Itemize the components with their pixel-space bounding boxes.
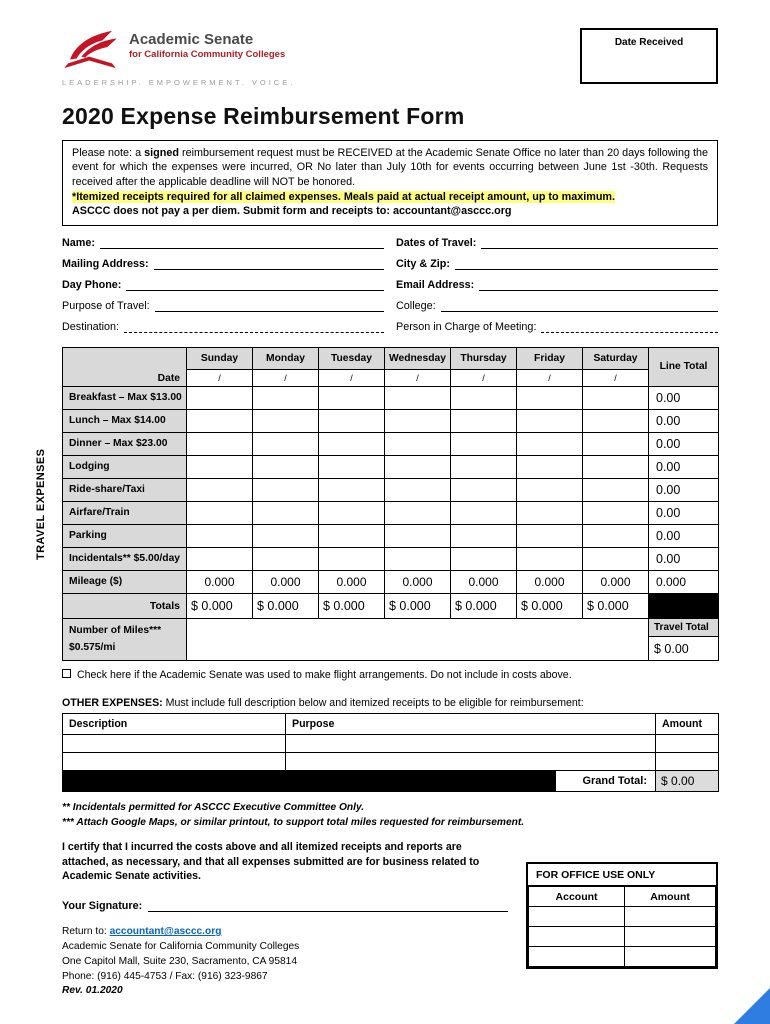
day-header-saturday: Saturday <box>583 347 649 369</box>
logo-subtitle: for California Community Colleges <box>129 48 286 60</box>
flight-arrangements-label: Check here if the Academic Senate was used to make flight arrangements. Do not include in costs above. <box>77 668 572 681</box>
grand-total-row <box>63 770 719 791</box>
expense-amount-cell[interactable] <box>583 455 649 478</box>
line-total-value: 0.00 <box>649 455 719 478</box>
line-total-value: 0.00 <box>649 547 719 570</box>
college-label: College: <box>396 299 436 312</box>
expense-amount-cell[interactable] <box>583 501 649 524</box>
expense-amount-cell[interactable] <box>451 432 517 455</box>
expense-amount-cell[interactable] <box>517 524 583 547</box>
amount-cell[interactable] <box>625 907 716 927</box>
city-zip-field[interactable] <box>455 257 718 270</box>
expense-amount-cell[interactable] <box>517 409 583 432</box>
expense-amount-cell[interactable] <box>319 524 385 547</box>
line-total-value: 0.00 <box>649 432 719 455</box>
other-expenses-header-row <box>63 713 719 734</box>
name-label: Name: <box>62 236 96 249</box>
field-row <box>62 278 718 291</box>
expense-amount-cell[interactable] <box>253 409 319 432</box>
amount-cell[interactable] <box>656 752 719 770</box>
line-total-header: Line Total <box>649 347 719 386</box>
expense-amount-cell[interactable] <box>385 455 451 478</box>
expense-amount-cell[interactable] <box>583 409 649 432</box>
day-total-value: $ 0.000 <box>517 593 583 618</box>
date-cell[interactable]: / <box>187 369 253 386</box>
expense-amount-cell[interactable] <box>187 547 253 570</box>
day-phone-field[interactable] <box>126 278 384 291</box>
dates-of-travel-label: Dates of Travel: <box>396 236 477 249</box>
expense-amount-cell[interactable] <box>517 547 583 570</box>
expense-amount-cell[interactable] <box>253 547 319 570</box>
expense-amount-cell[interactable] <box>451 524 517 547</box>
mileage-cell[interactable]: 0.000 <box>385 570 451 593</box>
expense-row-label: Lunch – Max $14.00 <box>63 409 187 432</box>
expense-row-dinner <box>63 432 719 455</box>
travel-total-label: Travel Total <box>649 619 718 637</box>
expense-row-parking <box>63 524 719 547</box>
expense-amount-cell[interactable] <box>253 501 319 524</box>
date-cell[interactable]: / <box>583 369 649 386</box>
expense-amount-cell[interactable] <box>517 478 583 501</box>
line-total-value: 0.00 <box>649 478 719 501</box>
day-header-friday: Friday <box>517 347 583 369</box>
description-header: Description <box>63 713 286 734</box>
expense-amount-cell[interactable] <box>451 409 517 432</box>
instructions-paragraph: Please note: a signed reimbursement request must be RECEIVED at the Academic Senate Office no later than 20 days following the event for which the expenses were incurred, OR No later than July 10th for events occurring between June 1st -30th. Requests received after the applicable deadline will NOT be honored. <box>72 147 709 188</box>
footer-phone: Phone: (916) 445-4753 / Fax: (916) 323-9867 <box>62 970 268 982</box>
field-row <box>62 299 718 312</box>
logo-tagline: LEADERSHIP. EMPOWERMENT. VOICE. <box>62 78 296 87</box>
signature-label: Your Signature: <box>62 900 143 913</box>
expense-amount-cell[interactable] <box>517 386 583 409</box>
college-field[interactable] <box>441 299 718 312</box>
line-total-value: 0.00 <box>649 501 719 524</box>
expense-row-lodging <box>63 455 719 478</box>
expense-amount-cell[interactable] <box>253 386 319 409</box>
logo-title: Academic Senate <box>129 31 254 48</box>
amount-cell[interactable] <box>625 947 716 967</box>
mileage-row-label: Mileage ($) <box>63 570 187 593</box>
office-use-table <box>528 886 716 967</box>
date-received-label: Date Received <box>614 37 684 48</box>
account-cell[interactable] <box>529 947 625 967</box>
traveler-info-fields <box>62 236 718 333</box>
instructions-box <box>62 140 718 226</box>
mileage-cell[interactable]: 0.000 <box>451 570 517 593</box>
expense-amount-cell[interactable] <box>451 386 517 409</box>
footnote-mileage: *** Attach Google Maps, or similar printout, to support total miles requested for reimbursement. <box>62 816 525 828</box>
mileage-line-total: 0.000 <box>649 570 719 593</box>
form-title: 2020 Expense Reimbursement Form <box>62 103 465 129</box>
expense-amount-cell[interactable] <box>385 478 451 501</box>
expense-amount-cell[interactable] <box>319 478 385 501</box>
accountant-email-link[interactable]: accountant@asccc.org <box>109 926 222 938</box>
flight-arrangements-checkbox[interactable] <box>62 669 71 678</box>
expense-amount-cell[interactable] <box>451 547 517 570</box>
expense-row-rideshare <box>63 478 719 501</box>
purpose-cell[interactable] <box>286 752 656 770</box>
grand-total-value: $ 0.00 <box>656 770 719 791</box>
expense-amount-cell[interactable] <box>187 432 253 455</box>
mileage-cell[interactable]: 0.000 <box>319 570 385 593</box>
expense-row-label: Breakfast – Max $13.00 <box>63 386 187 409</box>
other-expenses-heading: OTHER EXPENSES: Must include full description below and itemized receipts to be eligible for reimbursement: <box>62 696 584 709</box>
travel-expenses-side-label: TRAVEL EXPENSES <box>35 448 47 560</box>
page-header <box>62 28 718 87</box>
signature-row <box>62 899 508 912</box>
account-cell[interactable] <box>529 927 625 947</box>
expense-row-label: Lodging <box>63 455 187 478</box>
expense-amount-cell[interactable] <box>187 501 253 524</box>
line-total-value: 0.00 <box>649 409 719 432</box>
destination-label: Destination: <box>62 320 120 333</box>
date-received-box[interactable] <box>580 28 718 84</box>
blocked-total-cell <box>649 593 719 618</box>
expense-amount-cell[interactable] <box>385 386 451 409</box>
day-total-value: $ 0.000 <box>385 593 451 618</box>
miles-row <box>63 618 719 660</box>
day-total-value: $ 0.000 <box>451 593 517 618</box>
other-expenses-table <box>62 713 719 792</box>
date-cell[interactable]: / <box>517 369 583 386</box>
day-header-thursday: Thursday <box>451 347 517 369</box>
expense-amount-cell[interactable] <box>517 501 583 524</box>
day-total-value: $ 0.000 <box>583 593 649 618</box>
email-address-label: Email Address: <box>396 278 475 291</box>
date-row-label: Date <box>63 347 187 386</box>
instructions-bold-line: ASCCC does not pay a per diem. Submit form and receipts to: accountant@asccc.org <box>72 205 512 218</box>
date-cell[interactable]: / <box>319 369 385 386</box>
expense-row-incidentals <box>63 547 719 570</box>
line-total-value: 0.00 <box>649 386 719 409</box>
expense-amount-cell[interactable] <box>187 386 253 409</box>
mileage-row <box>63 570 719 593</box>
amount-cell[interactable] <box>625 927 716 947</box>
expense-amount-cell[interactable] <box>385 547 451 570</box>
office-use-box <box>526 862 718 969</box>
expense-amount-cell[interactable] <box>583 478 649 501</box>
asccc-logo-icon <box>62 28 120 70</box>
mileage-cell[interactable]: 0.000 <box>583 570 649 593</box>
expense-amount-cell[interactable] <box>319 501 385 524</box>
field-row <box>62 236 718 249</box>
grand-total-label: Grand Total: <box>556 770 656 791</box>
account-cell[interactable] <box>529 907 625 927</box>
travel-total-value: $ 0.00 <box>654 641 689 656</box>
date-cell[interactable]: / <box>385 369 451 386</box>
expense-amount-cell[interactable] <box>451 501 517 524</box>
expense-amount-cell[interactable] <box>583 547 649 570</box>
revision-label: Rev. 01.2020 <box>62 985 123 997</box>
expense-amount-cell[interactable] <box>253 478 319 501</box>
expense-row-label: Parking <box>63 524 187 547</box>
expense-amount-cell[interactable] <box>253 455 319 478</box>
travel-expenses-section <box>35 347 718 661</box>
amount-header: Amount <box>625 887 716 907</box>
expense-row-label: Incidentals** $5.00/day <box>63 547 187 570</box>
travel-expenses-table <box>62 347 719 661</box>
blocked-cell <box>63 770 556 791</box>
certification-statement: I certify that I incurred the costs above and all itemized receipts and reports are attached, as necessary, and that all expenses submitted are for business related to Academic Senate activities. <box>62 841 480 882</box>
miles-input-cell[interactable] <box>187 618 649 660</box>
person-in-charge-label: Person in Charge of Meeting: <box>396 320 537 333</box>
expense-amount-cell[interactable] <box>583 524 649 547</box>
mileage-cell[interactable]: 0.000 <box>253 570 319 593</box>
expense-amount-cell[interactable] <box>319 409 385 432</box>
amount-cell[interactable] <box>656 734 719 752</box>
footer-address: One Capitol Mall, Suite 230, Sacramento, CA 95814 <box>62 955 298 967</box>
expense-amount-cell[interactable] <box>583 386 649 409</box>
totals-row-label: Totals <box>63 593 187 618</box>
expense-amount-cell[interactable] <box>451 478 517 501</box>
asccc-logo <box>62 28 295 70</box>
expense-amount-cell[interactable] <box>385 409 451 432</box>
totals-row <box>63 593 719 618</box>
amount-header: Amount <box>656 713 719 734</box>
purpose-cell[interactable] <box>286 734 656 752</box>
day-header-sunday: Sunday <box>187 347 253 369</box>
account-header: Account <box>529 887 625 907</box>
expense-row-airfare <box>63 501 719 524</box>
expense-amount-cell[interactable] <box>187 455 253 478</box>
expense-amount-cell[interactable] <box>187 478 253 501</box>
bottom-section <box>62 840 718 999</box>
expense-amount-cell[interactable] <box>385 524 451 547</box>
description-cell[interactable] <box>63 734 286 752</box>
field-row <box>62 320 718 333</box>
mailing-address-field[interactable] <box>154 257 384 270</box>
name-field[interactable] <box>100 236 384 249</box>
expense-amount-cell[interactable] <box>319 386 385 409</box>
day-phone-label: Day Phone: <box>62 278 122 291</box>
expense-amount-cell[interactable] <box>187 524 253 547</box>
office-use-title: FOR OFFICE USE ONLY <box>528 864 716 886</box>
expense-amount-cell[interactable] <box>583 432 649 455</box>
expense-amount-cell[interactable] <box>187 409 253 432</box>
expense-amount-cell[interactable] <box>319 547 385 570</box>
return-to-line: Return to: accountant@asccc.org <box>62 926 222 938</box>
person-in-charge-field[interactable] <box>541 320 718 333</box>
city-zip-label: City & Zip: <box>396 257 450 270</box>
office-row <box>529 947 716 967</box>
expense-row-label: Dinner – Max $23.00 <box>63 432 187 455</box>
email-address-field[interactable] <box>479 278 718 291</box>
expense-amount-cell[interactable] <box>385 432 451 455</box>
day-total-value: $ 0.000 <box>187 593 253 618</box>
footer-org: Academic Senate for California Community Colleges <box>62 941 300 953</box>
expense-row-label: Ride-share/Taxi <box>63 478 187 501</box>
dates-of-travel-field[interactable] <box>481 236 718 249</box>
expense-row-lunch <box>63 409 719 432</box>
destination-field[interactable] <box>124 320 384 333</box>
table-header-row <box>63 347 719 369</box>
instructions-highlighted-line: *Itemized receipts required for all claimed expenses. Meals paid at actual receipt amount, up to maximum. <box>72 191 616 204</box>
expense-row-label: Airfare/Train <box>63 501 187 524</box>
expense-amount-cell[interactable] <box>253 524 319 547</box>
purpose-of-travel-label: Purpose of Travel: <box>62 299 150 312</box>
page-corner-fold[interactable] <box>734 988 770 1024</box>
expense-row-breakfast <box>63 386 719 409</box>
mailing-address-label: Mailing Address: <box>62 257 149 270</box>
expense-amount-cell[interactable] <box>319 432 385 455</box>
day-header-monday: Monday <box>253 347 319 369</box>
day-total-value: $ 0.000 <box>319 593 385 618</box>
expense-amount-cell[interactable] <box>451 455 517 478</box>
office-header-row <box>529 887 716 907</box>
office-row <box>529 927 716 947</box>
flight-arrangements-row <box>62 669 718 681</box>
expense-amount-cell[interactable] <box>517 432 583 455</box>
mileage-cell[interactable]: 0.000 <box>187 570 253 593</box>
expense-amount-cell[interactable] <box>253 432 319 455</box>
date-cell[interactable]: / <box>451 369 517 386</box>
number-of-miles-label: Number of Miles*** $0.575/mi <box>63 618 187 660</box>
line-total-value: 0.00 <box>649 524 719 547</box>
office-row <box>529 907 716 927</box>
expense-amount-cell[interactable] <box>517 455 583 478</box>
footnotes <box>62 801 718 831</box>
description-cell[interactable] <box>63 752 286 770</box>
other-expense-row <box>63 752 719 770</box>
expense-amount-cell[interactable] <box>385 501 451 524</box>
travel-total-cell <box>649 618 719 660</box>
purpose-of-travel-field[interactable] <box>155 299 384 312</box>
mileage-cell[interactable]: 0.000 <box>517 570 583 593</box>
field-row <box>62 257 718 270</box>
date-cell[interactable]: / <box>253 369 319 386</box>
signature-field[interactable] <box>148 899 508 912</box>
purpose-header: Purpose <box>286 713 656 734</box>
day-header-tuesday: Tuesday <box>319 347 385 369</box>
other-expense-row <box>63 734 719 752</box>
footer-block <box>62 925 508 999</box>
day-header-wednesday: Wednesday <box>385 347 451 369</box>
expense-amount-cell[interactable] <box>319 455 385 478</box>
footnote-incidentals: ** Incidentals permitted for ASCCC Executive Committee Only. <box>62 801 365 813</box>
day-total-value: $ 0.000 <box>253 593 319 618</box>
